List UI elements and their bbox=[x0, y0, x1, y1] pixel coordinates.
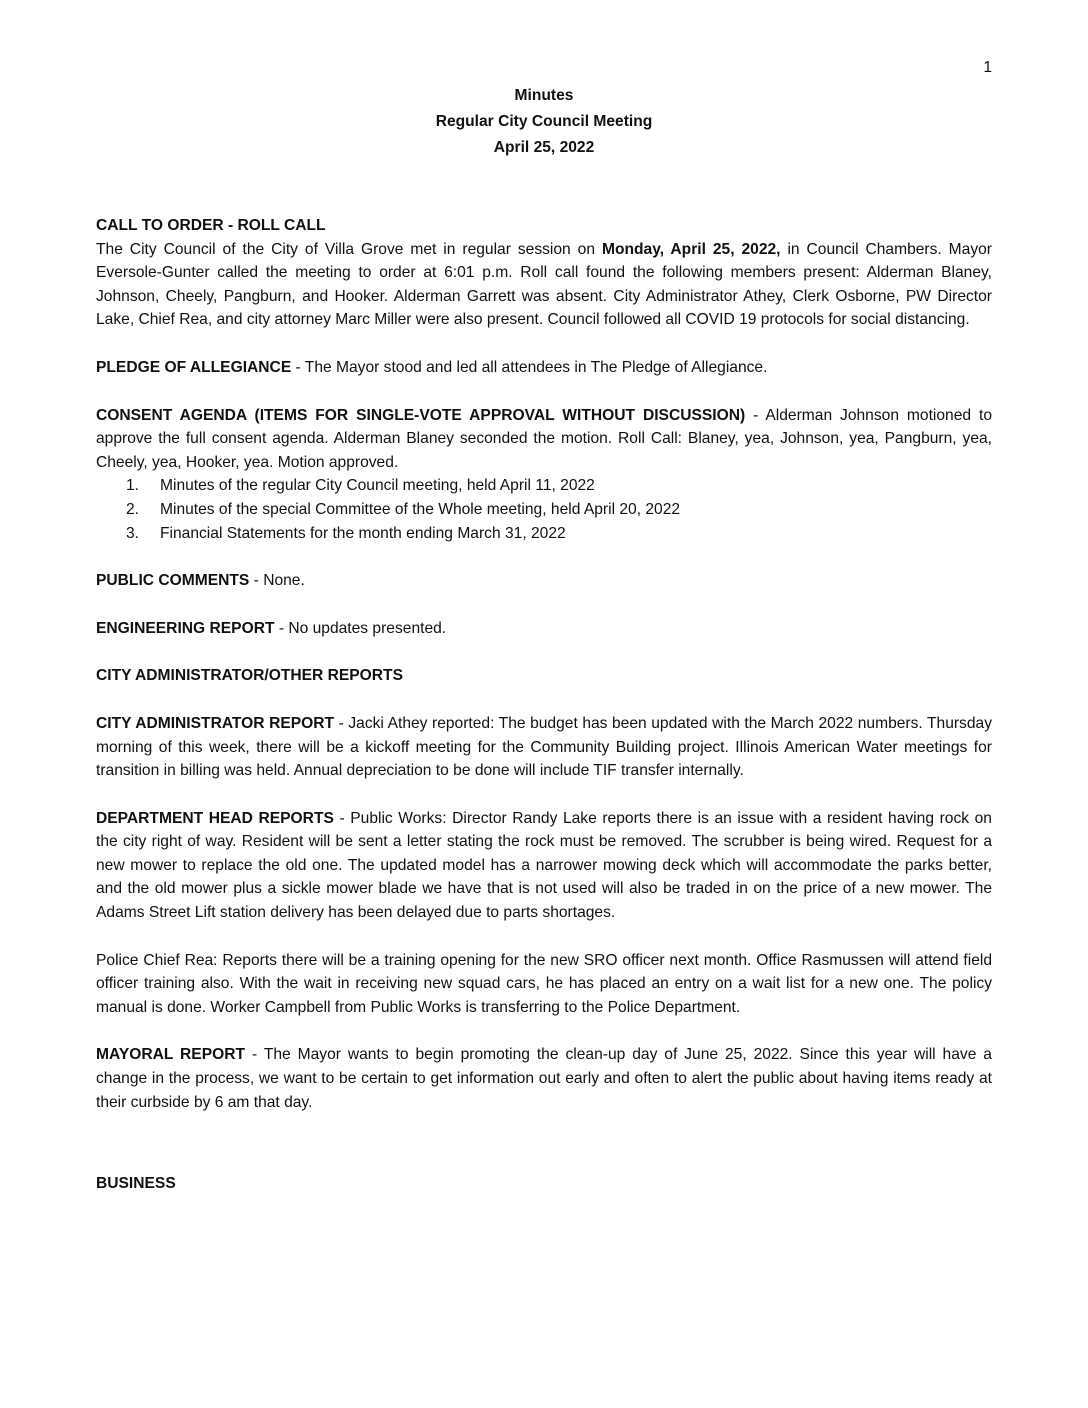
heading-date: April 25, 2022 bbox=[493, 139, 595, 156]
list-item bbox=[126, 522, 992, 546]
pledge-paragraph bbox=[96, 356, 992, 380]
mayoral-report-paragraph bbox=[96, 1043, 992, 1114]
page-number: 1 bbox=[983, 59, 992, 76]
call-to-order-paragraph bbox=[96, 238, 992, 332]
consent-agenda-list bbox=[96, 474, 992, 545]
business-title: BUSINESS bbox=[96, 1175, 176, 1193]
public-comments-text: - None. bbox=[249, 572, 305, 590]
list-item-text: Minutes of the special Committee of the Whole meeting, held April 20, 2022 bbox=[160, 500, 681, 518]
call-to-order-text-pre: The City Council of the City of Villa Grove met in regular session on bbox=[96, 240, 602, 258]
mayoral-report-text: - The Mayor wants to begin promoting the clean-up day of June 25, 2022. Since this year will have a change in the process, we want to be certain to get information out early and often to alert the public about having items ready at their curbside by 6 am that day. bbox=[96, 1046, 992, 1111]
list-item-text: Financial Statements for the month ending March 31, 2022 bbox=[160, 524, 566, 542]
list-item-text: Minutes of the regular City Council meeting, held April 11, 2022 bbox=[160, 477, 595, 495]
consent-agenda-label: CONSENT AGENDA (ITEMS FOR SINGLE-VOTE APPROVAL WITHOUT DISCUSSION) bbox=[96, 406, 746, 424]
public-comments-label: PUBLIC COMMENTS bbox=[96, 572, 250, 590]
list-item bbox=[126, 498, 992, 522]
admin-reports-title: CITY ADMINISTRATOR/OTHER REPORTS bbox=[96, 667, 403, 685]
meeting-date-bold: Monday, April 25, 2022, bbox=[601, 240, 781, 258]
list-item-number: 3. bbox=[126, 524, 140, 542]
call-to-order-text-post: in Council Chambers. Mayor Eversole-Gunter called the meeting to order at 6:01 p.m. Roll call found the following members present: Alderman Blaney, Johnson, Cheely, Pangburn, and Hooker. Alderman Garrett was absent. City Administrator Athey, Clerk Osborne, PW Director Lake, Chief Rea, and city attorney Marc Miller were also present. Council followed all COVID 19 protocols for social distancing. bbox=[96, 240, 993, 329]
engineering-report-paragraph bbox=[96, 617, 992, 641]
pledge-text: - The Mayor stood and led all attendees in The Pledge of Allegiance. bbox=[291, 358, 768, 376]
engineering-report-text: - No updates presented. bbox=[274, 619, 447, 637]
consent-agenda-paragraph bbox=[96, 404, 992, 475]
list-item-number: 2. bbox=[126, 500, 140, 518]
minutes-body bbox=[96, 214, 992, 1220]
heading-meeting-type: Regular City Council Meeting bbox=[435, 113, 653, 130]
mayoral-report-label: MAYORAL REPORT bbox=[96, 1046, 246, 1064]
spacer bbox=[96, 1138, 992, 1172]
police-report-paragraph: Police Chief Rea: Reports there will be a training opening for the new SRO officer next month. Office Rasmussen will attend field officer training also. With the wait in receiving new squad cars, he has placed an entry on a wait list for a new one. The policy manual is done. Worker Campbell from Public Works is transferring to the Police Department. bbox=[96, 951, 992, 1016]
call-to-order-title: CALL TO ORDER - ROLL CALL bbox=[96, 217, 326, 234]
list-item bbox=[126, 474, 992, 498]
document-heading bbox=[0, 83, 1088, 161]
consent-agenda-text: - Alderman Johnson motioned to approve the full consent agenda. Alderman Blaney seconded the motion. Roll Call: Blaney, yea, Johnson, yea, Pangburn, yea, Cheely, yea, Hooker, yea. Motion approved. bbox=[96, 406, 993, 471]
public-comments-paragraph bbox=[96, 569, 992, 593]
engineering-report-label: ENGINEERING REPORT bbox=[96, 619, 275, 637]
dept-head-text: - Public Works: Director Randy Lake reports there is an issue with a resident having rock on the city right of way. Resident will be sent a letter stating the rock must be removed. The scrubber is being wired. Request for a new mower to replace the old one. The updated model has a narrower mowing deck which will accommodate the parks better, and the old mower plus a sickle mower blade we have that is not used will also be traded in on the price of a new mower. The Adams Street Lift station delivery has been delayed due to parts shortages. bbox=[96, 809, 992, 922]
pledge-label: PLEDGE OF ALLEGIANCE bbox=[96, 358, 292, 376]
heading-title: Minutes bbox=[514, 87, 574, 104]
admin-report-text: - Jacki Athey reported: The budget has been updated with the March 2022 numbers. Thursday morning of this week, there will be a kickoff meeting for the Community Building project. Illinois American Water meetings for transition in billing was held. Annual depreciation to be done will include TIF transfer internally. bbox=[96, 714, 992, 780]
list-item-number: 1. bbox=[126, 477, 140, 495]
admin-report-paragraph bbox=[96, 712, 992, 783]
admin-report-label: CITY ADMINISTRATOR REPORT bbox=[96, 714, 335, 732]
dept-head-label: DEPARTMENT HEAD REPORTS bbox=[96, 809, 334, 827]
dept-head-paragraph bbox=[96, 807, 992, 925]
